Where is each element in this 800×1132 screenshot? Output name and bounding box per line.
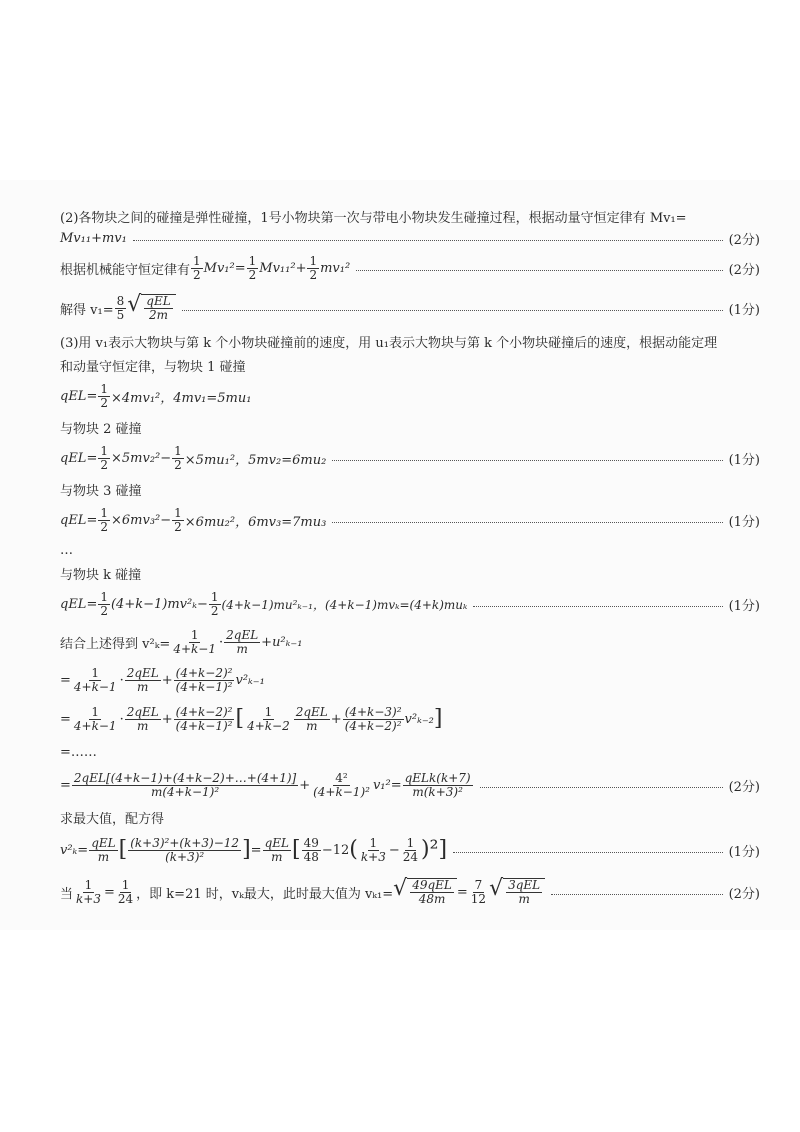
score-mark: (2分) — [728, 232, 760, 248]
bracket: )² — [421, 837, 439, 862]
math-text: + — [330, 711, 342, 727]
math-text: =…… — [60, 744, 97, 760]
p3-line2 — [60, 353, 760, 377]
coll2-label — [60, 415, 760, 439]
fraction: $\frac{1}{2}$ — [210, 589, 219, 618]
score-mark: (1分) — [728, 844, 760, 860]
math-text: 结合上述得到 v²ₖ= — [60, 636, 171, 652]
fraction: $\frac{\text{qEL}}{m}$ — [264, 835, 289, 864]
fraction: $\frac{1}{k+3}$ — [360, 835, 386, 864]
math-text: mv₁² — [320, 260, 351, 276]
leader-dots — [133, 240, 723, 241]
leader-dots — [332, 460, 722, 461]
leader-dots — [356, 270, 722, 271]
p2-text-3: 根据机械能守恒定律有 — [60, 262, 191, 278]
fraction: $\frac{1}{2}$ — [309, 253, 318, 282]
math-text: − — [388, 842, 400, 858]
bracket: ] — [433, 706, 443, 731]
math-text: + — [161, 711, 173, 727]
fraction: $\frac{1}{2}$ — [174, 443, 182, 472]
fraction: $\frac{\text{2qEL}}{m}$ — [226, 627, 259, 656]
math-text: +u²ₖ₋₁ — [261, 634, 303, 650]
fraction: $\frac{1}{4+k-2}$ — [247, 704, 290, 733]
p2-line2 — [60, 227, 760, 249]
math-text: · — [119, 672, 124, 688]
fraction: $\frac{1}{k+3}$ — [76, 877, 101, 906]
math-text: −12 — [321, 842, 350, 858]
dots-eq — [60, 739, 760, 765]
fraction: $\frac{\text{3qEL}}{m}$ — [508, 878, 541, 906]
fraction: $\frac{1}{2}$ — [174, 505, 182, 534]
math-text: = — [60, 672, 71, 688]
fraction: $\frac{\text{qEL}}{m}$ — [91, 835, 116, 864]
ellipsis — [60, 539, 760, 561]
fraction: $\frac{1}{2}$ — [100, 381, 108, 410]
fraction: $\frac{1}{2}$ — [248, 253, 257, 282]
fraction: $\frac{\text{2qEL}}{m}$ — [126, 665, 159, 694]
fraction: $\frac{\text{qEL}}{2m}$ — [146, 294, 171, 322]
collk-label — [60, 561, 760, 585]
math-text: = — [250, 842, 262, 858]
math-text: + — [299, 777, 311, 793]
combine-line-2 — [60, 661, 760, 699]
bracket: [ — [235, 706, 245, 731]
bracket: [ — [118, 837, 128, 862]
math-text: v²ₖ₋₂ — [404, 711, 434, 727]
math-text: = — [103, 884, 115, 900]
math-text: ×4mv₁²，4mv₁=5mu₁ — [110, 390, 252, 406]
bracket: ] — [438, 837, 448, 862]
p2-line4 — [60, 287, 760, 329]
math-text: = — [456, 884, 468, 900]
leader-dots — [453, 852, 723, 853]
max-result — [60, 871, 760, 913]
p2-text-4: 解得 v₁= — [60, 302, 114, 318]
math-text: qEL= — [60, 388, 98, 404]
fraction: $\frac{\text{2qEL[(4+k−1)+(4+k−2)+…+(4+1)]}}{\text{m(4+k−1)²}}$ — [73, 770, 297, 799]
fraction: $\frac{1}{2}$ — [193, 253, 201, 282]
coll3-label — [60, 477, 760, 501]
score-mark: (2分) — [728, 779, 760, 795]
p2-line1 — [60, 205, 760, 227]
fraction: $\frac{\text{2qEL}}{m}$ — [295, 704, 328, 733]
math-text: ，即 k=21 时，vₖ最大，此时最大值为 vₖ₁= — [136, 886, 394, 902]
math-text: 与物块 2 碰撞 — [60, 421, 142, 437]
max-eq — [60, 829, 760, 871]
math-text: = — [60, 777, 71, 793]
fraction: $\frac{\text{(k+3)²+(k+3)−12}}{\text{(k+3)²}}$ — [130, 835, 240, 864]
eq3 — [60, 501, 760, 539]
p2-text-2: Mv₁₁+mv₁ — [60, 230, 127, 246]
p2-line3 — [60, 249, 760, 287]
leader-dots — [480, 787, 723, 788]
eqk — [60, 585, 760, 623]
math-text: (4+k−1)mu²ₖ₋₁，(4+k−1)mvₖ=(4+k)muₖ — [221, 597, 468, 612]
score-mark: (1分) — [728, 452, 760, 468]
math-text: … — [60, 542, 73, 558]
math-text: Mv₁²= — [203, 260, 246, 276]
fraction: $\frac{1}{2}$ — [100, 589, 108, 618]
fraction: $\frac{1}{4+k-1}$ — [73, 665, 117, 694]
fraction: $\frac{\text{49qEL}}{48m}$ — [412, 878, 452, 906]
fraction: $\frac{\text{(4+k−3)²}}{\text{(4+k−2)²}}$ — [344, 704, 402, 733]
math-text: (4+k−1)mv²ₖ− — [110, 596, 208, 612]
fraction: $\frac{1}{4+k-1}$ — [73, 704, 117, 733]
fraction: $\frac{1}{4+k-1}$ — [173, 627, 216, 656]
p2-text-1: (2)各物块之间的碰撞是弹性碰撞，1号小物块第一次与带电小物块发生碰撞过程，根据动量守恒定律有 Mv₁= — [60, 210, 687, 226]
math-text: qEL= — [60, 512, 98, 528]
fraction: $\frac{1}{24}$ — [402, 835, 419, 864]
max-title — [60, 805, 760, 829]
math-text: qEL= — [60, 596, 98, 612]
fraction: $\frac{7}{12}$ — [470, 877, 487, 906]
leader-dots — [473, 606, 722, 607]
square-root: √ $\frac{\text{3qEL}}{m}$ — [489, 878, 545, 905]
final-sum — [60, 765, 760, 805]
solution-text — [60, 205, 760, 913]
p3-text-1: (3)用 v₁表示大物块与第 k 个小物块碰撞前的速度，用 u₁表示大物块与第 k 个小物块碰撞后的速度，根据动能定理 — [60, 335, 718, 351]
math-text: v₁²= — [372, 777, 402, 793]
fraction: $\frac{8}{5}$ — [116, 293, 125, 322]
fraction: $\frac{1}{2}$ — [100, 443, 108, 472]
combine-line-3 — [60, 699, 760, 739]
bracket: ] — [242, 837, 251, 862]
math-text: · — [218, 634, 224, 650]
math-text: 与物块 3 碰撞 — [60, 483, 142, 499]
p3-text-2: 和动量守恒定律，与物块 1 碰撞 — [60, 359, 246, 375]
math-text: 与物块 k 碰撞 — [60, 567, 142, 583]
combine-line — [60, 623, 760, 661]
math-text: + — [161, 672, 173, 688]
bracket: ( — [349, 837, 358, 862]
math-text: 当 — [60, 886, 74, 902]
bracket: [ — [291, 837, 301, 862]
math-text: · — [119, 711, 124, 727]
math-text: v²ₖ₋₁ — [235, 672, 265, 688]
math-text: ×5mu₁²，5mv₂=6mu₂ — [184, 452, 327, 468]
fraction: $\frac{1}{24}$ — [117, 877, 134, 906]
math-text: ×6mv₃²− — [110, 512, 172, 528]
math-text: ×6mu₂²，6mv₃=7mu₃ — [184, 514, 327, 530]
score-mark: (2分) — [728, 886, 760, 902]
fraction: $\frac{\text{(4+k−2)²}}{\text{(4+k−1)²}}$ — [175, 704, 233, 733]
fraction: $\frac{\text{qELk(k+7)}}{\text{m(k+3)²}}$ — [404, 770, 471, 799]
math-text: = — [60, 711, 71, 727]
leader-dots — [551, 894, 722, 895]
p3-line1 — [60, 329, 760, 353]
eq2 — [60, 439, 760, 477]
math-text: qEL= — [60, 450, 98, 466]
math-text: ×5mv₂²− — [110, 450, 172, 466]
fraction: $\frac{\text{2qEL}}{m}$ — [126, 704, 159, 733]
fraction: $\frac{\text{4²}}{\text{(4+k−1)²}}$ — [313, 770, 370, 799]
score-mark: (2分) — [728, 262, 760, 278]
fraction: $\frac{1}{2}$ — [100, 505, 108, 534]
score-mark: (1分) — [728, 302, 760, 318]
leader-dots — [332, 522, 722, 523]
fraction: $\frac{\text{(4+k−2)²}}{\text{(4+k−1)²}}$ — [175, 665, 233, 694]
math-text: Mv₁₁²+ — [259, 260, 307, 276]
score-mark: (1分) — [728, 598, 760, 614]
math-text: v²ₖ= — [60, 842, 89, 858]
square-root: √ $\frac{\text{49qEL}}{48m}$ — [393, 878, 457, 905]
leader-dots — [182, 310, 723, 311]
fraction: $\frac{49}{48}$ — [303, 835, 319, 864]
eq1 — [60, 377, 760, 415]
score-mark: (1分) — [728, 514, 760, 530]
math-text: 求最大值，配方得 — [60, 811, 165, 827]
square-root: √ $\frac{\text{qEL}}{2m}$ — [127, 294, 175, 321]
